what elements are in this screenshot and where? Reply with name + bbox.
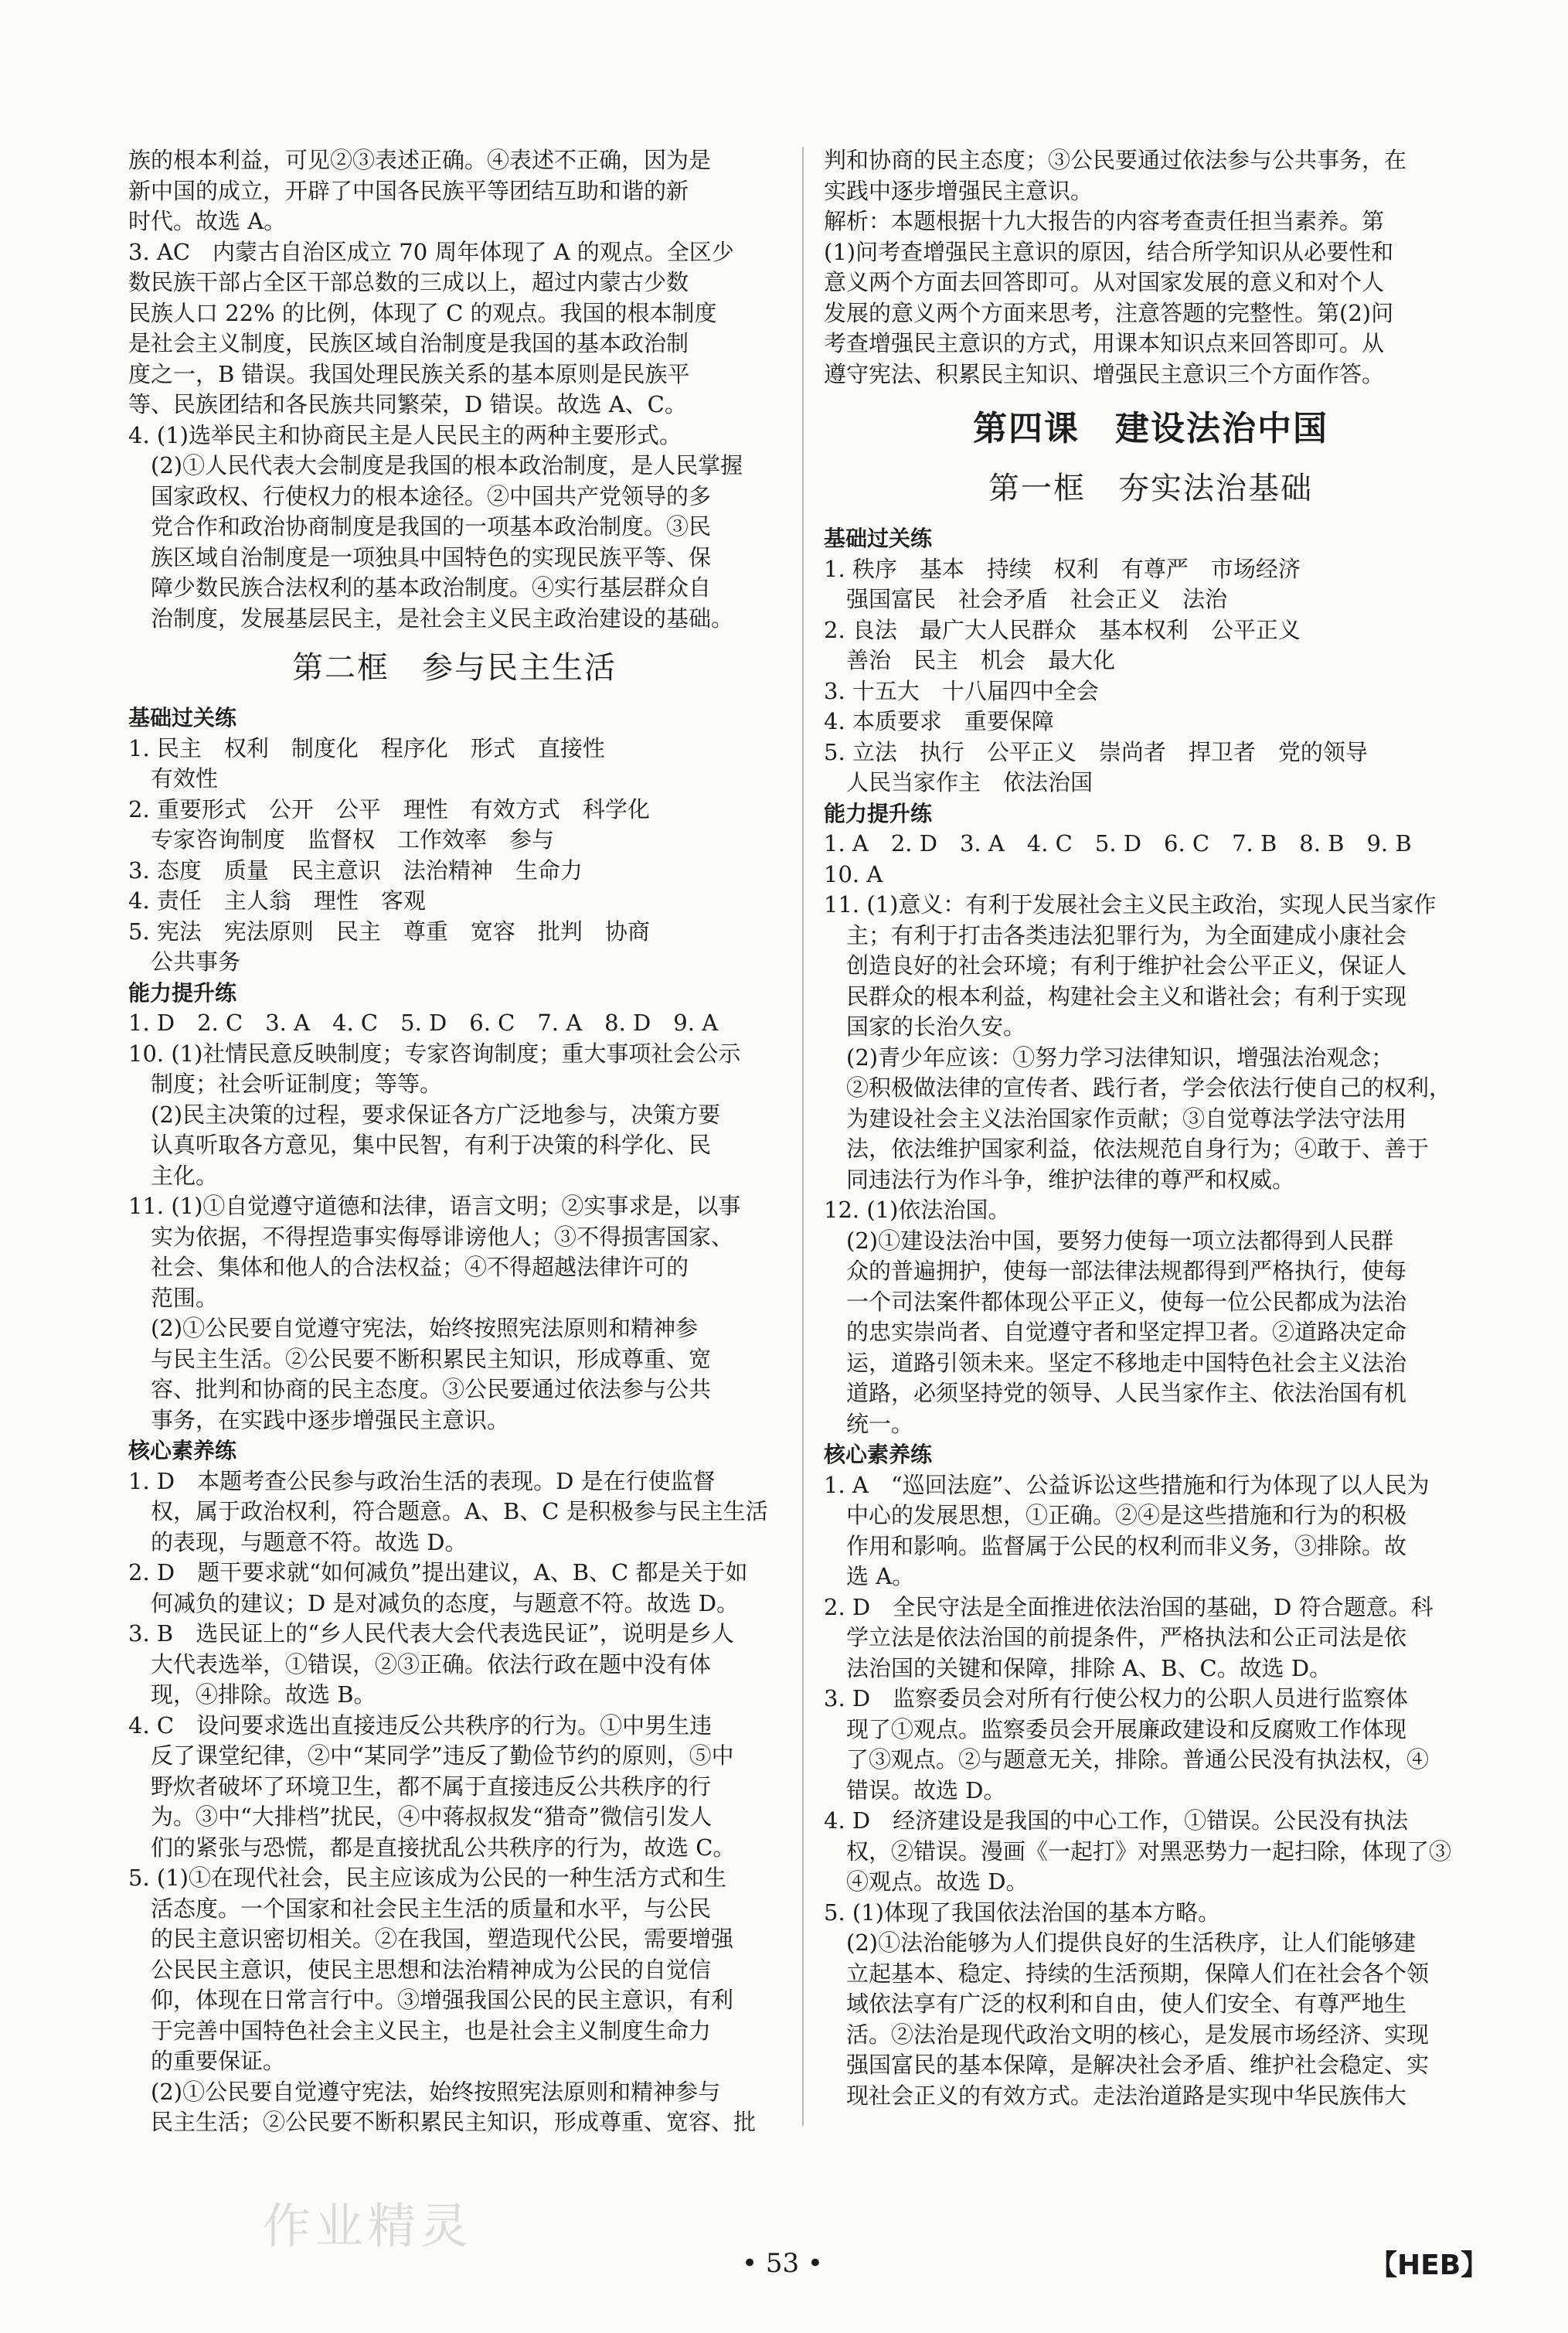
text-line: 制度；社会听证制度；等等。 xyxy=(128,1071,443,1097)
text-line: 主；有利于打击各类违法犯罪行为，为全面建成小康社会 xyxy=(824,921,1407,949)
text-line: 4. C 设问要求选出直接违反公共秩序的行为。①中男生违 xyxy=(128,1711,713,1739)
section-heading: 能力提升练 xyxy=(824,800,933,826)
text-line: 事务，在实践中逐步增强民主意识。 xyxy=(128,1406,510,1433)
lesson-title: 第四课 建设法治中国 xyxy=(973,409,1328,448)
text-line: 3. 态度 质量 民主意识 法治精神 生命力 xyxy=(128,857,583,884)
text-line: 10. (1)社情民意反映制度；专家咨询制度；重大事项社会公示 xyxy=(128,1040,741,1067)
text-line: 创造良好的社会环境；有利于维护社会公平正义，保证人 xyxy=(824,952,1407,979)
frame-title: 第二框 参与民主生活 xyxy=(292,650,617,686)
text-line: 公共事务 xyxy=(128,949,241,975)
text-line: 的重要保证。 xyxy=(128,2048,286,2074)
text-line: 12. (1)依法治国。 xyxy=(824,1197,1011,1223)
text-line: 实践中逐步增强民主意识。 xyxy=(824,177,1094,204)
edition-tag: 【HEB】 xyxy=(1369,2250,1489,2281)
text-line: 为建设社会主义法治国家作贡献；③自觉尊法学法守法用 xyxy=(824,1105,1407,1132)
text-line: 意义两个方面去回答即可。从对国家发展的意义和对个人 xyxy=(824,269,1385,295)
text-line: 1. D 本题考查公民参与政治生活的表现。D 是在行使监督 xyxy=(128,1467,716,1494)
text-line: (1)问考查增强民主意识的原因，结合所学知识从必要性和 xyxy=(824,238,1394,265)
section-heading: 基础过关练 xyxy=(824,526,933,551)
section-heading: 基础过关练 xyxy=(128,705,237,731)
text-line: 何减负的建议；D 是对减负的态度，与题意不符。故选 D。 xyxy=(128,1589,739,1616)
text-line: 5. 宪法 宪法原则 民主 尊重 宽容 批判 协商 xyxy=(128,918,650,945)
text-line: 1. A “巡回法庭”、公益诉讼这些措施和行为体现了以人民为 xyxy=(824,1471,1430,1498)
text-line: 善治 民主 机会 最大化 xyxy=(824,647,1116,673)
text-line: 野炊者破坏了环境卫生，都不属于直接违反公共秩序的行 xyxy=(128,1773,712,1800)
text-line: 作用和影响。监督属于公民的权利而非义务，③排除。故 xyxy=(824,1532,1407,1559)
text-line: 度之一，B 错误。我国处理民族关系的基本原则是民族平 xyxy=(128,360,690,387)
text-line: 认真听取各方意见，集中民智，有利于决策的科学化、民 xyxy=(128,1132,712,1158)
text-line: 11. (1)①自觉遵守道德和法律，语言文明；②实事求是，以事 xyxy=(128,1193,741,1219)
text-line: (2)民主决策的过程，要求保证各方广泛地参与，决策方要 xyxy=(128,1101,721,1128)
text-line: 专家咨询制度 监督权 工作效率 参与 xyxy=(128,826,555,853)
text-line: (2)①人民代表大会制度是我国的根本政治制度，是人民掌握 xyxy=(128,452,743,479)
text-line: 5. (1)体现了我国依法治国的基本方略。 xyxy=(824,1899,1220,1926)
text-line: 4. 责任 主人翁 理性 客观 xyxy=(128,887,426,914)
text-line: 的表现，与题意不符。故选 D。 xyxy=(128,1528,468,1555)
text-line: 是社会主义制度，民族区域自治制度是我国的基本政治制 xyxy=(128,330,689,356)
text-line: 统一。 xyxy=(824,1410,914,1437)
text-line: 主化。 xyxy=(128,1162,219,1189)
watermark: 作业精灵 xyxy=(263,2198,474,2254)
text-line: 时代。故选 A。 xyxy=(128,208,287,234)
text-line: 4. (1)选举民主和协商民主是人民民主的两种主要形式。 xyxy=(128,421,682,448)
text-line: 为。③中“大排档”扰民，④中蒋叔叔发“猎奇”微信引发人 xyxy=(128,1803,713,1830)
text-line: 容、批判和协商的民主态度。③公民要通过依法参与公共 xyxy=(128,1376,712,1402)
text-line: 4. 本质要求 重要保障 xyxy=(824,708,1054,734)
text-line: 发展的意义两个方面来思考，注意答题的完整性。第(2)问 xyxy=(824,299,1394,326)
left-column xyxy=(128,145,781,2138)
text-line: 考查增强民主意识的方式，用课本知识点来回答即可。从 xyxy=(824,330,1385,356)
text-line: 人民当家作主 依法治国 xyxy=(824,769,1094,795)
column-divider xyxy=(802,147,804,2126)
text-line: 1. D 2. C 3. A 4. C 5. D 6. C 7. A 8. D 9. A xyxy=(128,1010,719,1036)
text-line: 判和协商的民主态度；③公民要通过依法参与公共事务，在 xyxy=(824,147,1407,173)
text-line: 一个司法案件都体现公平正义，使每一位公民都成为法治 xyxy=(824,1288,1407,1315)
text-line: 实为依据，不得捏造事实侮辱诽谤他人；③不得损害国家、 xyxy=(128,1223,734,1250)
text-line: 2. D 全民守法是全面推进依法治国的基础，D 符合题意。科 xyxy=(824,1593,1434,1620)
text-line: (2)①法治能够为人们提供良好的生活秩序，让人们能够建 xyxy=(824,1929,1417,1956)
text-line: 新中国的成立，开辟了中国各民族平等团结互助和谐的新 xyxy=(128,177,689,204)
text-line: 选 A。 xyxy=(824,1563,915,1589)
text-line: 等、民族团结和各民族共同繁荣，D 错误。故选 A、C。 xyxy=(128,391,687,417)
text-line: 1. A 2. D 3. A 4. C 5. D 6. C 7. B 8. B 9. B xyxy=(824,830,1412,857)
text-line: 遵守宪法、积累民主知识、增强民主意识三个方面作答。 xyxy=(824,360,1385,387)
text-line: 强国富民 社会矛盾 社会正义 法治 xyxy=(824,586,1228,612)
text-line: 数民族干部占全区干部总数的三成以上，超过内蒙古少数 xyxy=(128,269,689,295)
frame-title: 第一框 夯实法治基础 xyxy=(988,471,1313,506)
text-line: 2. 良法 最广大人民群众 基本权利 公平正义 xyxy=(824,616,1301,643)
text-line: 现，④排除。故选 B。 xyxy=(128,1681,376,1708)
text-line: 范围。 xyxy=(128,1284,219,1311)
text-line: 党合作和政治协商制度是我国的一项基本政治制度。③民 xyxy=(128,513,712,540)
text-line: 大代表选举，①错误，②③正确。依法行政在题中没有体 xyxy=(128,1650,712,1677)
text-line: 解析：本题根据十九大报告的内容考查责任担当素养。第 xyxy=(824,208,1385,234)
text-line: ④观点。故选 D。 xyxy=(824,1868,1029,1895)
text-line: 1. 民主 权利 制度化 程序化 形式 直接性 xyxy=(128,734,605,761)
page-number: • 53 • xyxy=(742,2248,823,2279)
text-line: 治制度，发展基层民主，是社会主义民主政治建设的基础。 xyxy=(128,605,734,632)
text-line: 道路，必须坚持党的领导、人民当家作主、依法治国有机 xyxy=(824,1380,1407,1406)
text-line: 权，②错误。漫画《一起打》对黑恶势力一起扫除，体现了③ xyxy=(824,1837,1452,1865)
text-line: (2)青少年应该：①努力学习法律知识，增强法治观念； xyxy=(824,1044,1394,1071)
text-line: 强国富民的基本保障，是解决社会矛盾、维护社会稳定、实 xyxy=(824,2052,1430,2078)
section-heading: 核心素养练 xyxy=(128,1438,237,1463)
text-line: 3. AC 内蒙古自治区成立 70 周年体现了 A 的观点。全区少 xyxy=(128,238,734,265)
text-line: 2. 重要形式 公开 公平 理性 有效方式 科学化 xyxy=(128,795,650,823)
section-heading: 核心素养练 xyxy=(824,1442,933,1467)
text-line: (2)①公民要自觉遵守宪法，始终按照宪法原则和精神参 xyxy=(128,1315,699,1341)
text-line: 民主生活；②公民要不断积累民主知识，形成尊重、宽容、批 xyxy=(128,2109,757,2135)
text-line: 国家政权、行使权力的根本途径。②中国共产党领导的多 xyxy=(128,482,712,509)
text-line: 3. B 选民证上的“乡人民代表大会代表选民证”，说明是乡人 xyxy=(128,1620,734,1647)
text-line: 中心的发展思想，①正确。②④是这些措施和行为的积极 xyxy=(824,1502,1407,1528)
text-line: 现社会正义的有效方式。走法治道路是实现中华民族伟大 xyxy=(824,2082,1407,2109)
text-line: 错误。故选 D。 xyxy=(824,1776,1006,1803)
right-column xyxy=(824,145,1478,2111)
text-line: 域依法享有广泛的权利和自由，使人们安全、有尊严地生 xyxy=(824,1991,1407,2017)
text-line: 4. D 经济建设是我国的中心工作，①错误。公民没有执法 xyxy=(824,1807,1409,1834)
text-line: 于完善中国特色社会主义民主，也是社会主义制度生命力 xyxy=(128,2017,712,2044)
text-line: 的忠实崇尚者、自觉遵守者和坚定捍卫者。②道路决定命 xyxy=(824,1319,1407,1345)
text-line: (2)①公民要自觉遵守宪法，始终按照宪法原则和精神参与 xyxy=(128,2078,721,2105)
text-line: 2. D 题干要求就“如何减负”提出建议，A、B、C 都是关于如 xyxy=(128,1559,748,1585)
text-line: 民族人口 22% 的比例，体现了 C 的观点。我国的根本制度 xyxy=(128,299,717,326)
text-line: 们的紧张与恐慌，都是直接扰乱公共秩序的行为，故选 C。 xyxy=(128,1834,736,1861)
text-line: 与民主生活。②公民要不断积累民主知识，形成尊重、宽 xyxy=(128,1345,712,1372)
text-line: 了③观点。②与题意无关，排除。普通公民没有执法权，④ xyxy=(824,1746,1430,1773)
text-line: ②积极做法律的宣传者、践行者，学会依法行使自己的权利， xyxy=(824,1075,1452,1101)
text-line: 障少数民族合法权利的基本政治制度。④实行基层群众自 xyxy=(128,574,712,601)
text-line: 仰，体现在日常言行中。③增强我国公民的民主意识，有利 xyxy=(128,1987,734,2013)
text-line: 有效性 xyxy=(128,765,219,792)
text-line: 10. A xyxy=(824,860,883,887)
text-line: 公民民主意识，使民主思想和法治精神成为公民的自觉信 xyxy=(128,1956,712,1983)
text-line: (2)①建设法治中国，要努力使每一项立法都得到人民群 xyxy=(824,1227,1394,1254)
text-line: 立起基本、稳定、持续的生活预期，保障人们在社会各个领 xyxy=(824,1960,1430,1987)
text-line: 族区域自治制度是一项独具中国特色的实现民族平等、保 xyxy=(128,543,712,570)
text-line: 法治国的关键和保障，排除 A、B、C。故选 D。 xyxy=(824,1654,1332,1681)
text-line: 1. 秩序 基本 持续 权利 有尊严 市场经济 xyxy=(824,555,1301,582)
text-line: 5. (1)①在现代社会，民主应该成为公民的一种生活方式和生 xyxy=(128,1865,726,1891)
text-line: 活态度。一个国家和社会民主生活的质量和水平，与公民 xyxy=(128,1895,712,1922)
text-line: 活。②法治是现代政治文明的核心，是发展市场经济、实现 xyxy=(824,2021,1430,2048)
text-line: 众的普遍拥护，使每一部法律法规都得到严格执行，使每 xyxy=(824,1258,1407,1284)
text-line: 的民主意识密切相关。②在我国，塑造现代公民，需要增强 xyxy=(128,1926,734,1952)
text-line: 国家的长治久安。 xyxy=(824,1013,1026,1040)
text-line: 法，依法维护国家利益，依法规范自身行为；④敢于、善于 xyxy=(824,1136,1430,1162)
text-line: 11. (1)意义：有利于发展社会主义民主政治，实现人民当家作 xyxy=(824,891,1437,918)
text-line: 运，道路引领未来。坚定不移地走中国特色社会主义法治 xyxy=(824,1349,1407,1376)
text-line: 同违法行为作斗争，维护法律的尊严和权威。 xyxy=(824,1166,1295,1193)
text-line: 5. 立法 执行 公平正义 崇尚者 捍卫者 党的领导 xyxy=(824,738,1368,765)
text-line: 学立法是依法治国的前提条件，严格执法和公正司法是依 xyxy=(824,1624,1407,1650)
text-line: 族的根本利益，可见②③表述正确。④表述不正确，因为是 xyxy=(128,147,712,173)
text-line: 民群众的根本利益，构建社会主义和谐社会；有利于实现 xyxy=(824,983,1407,1010)
section-heading: 能力提升练 xyxy=(128,979,237,1006)
text-line: 3. 十五大 十八届四中全会 xyxy=(824,677,1099,704)
text-line: 现了①观点。监察委员会开展廉政建设和反腐败工作体现 xyxy=(824,1715,1407,1742)
text-line: 权，属于政治权利，符合题意。A、B、C 是积极参与民主生活 xyxy=(128,1498,768,1524)
text-line: 反了课堂纪律，②中“某同学”违反了勤俭节约的原则，⑤中 xyxy=(128,1742,734,1769)
text-line: 3. D 监察委员会对所有行使公权力的公职人员进行监察体 xyxy=(824,1685,1409,1711)
text-line: 社会、集体和他人的合法权益；④不得超越法律许可的 xyxy=(128,1254,689,1280)
